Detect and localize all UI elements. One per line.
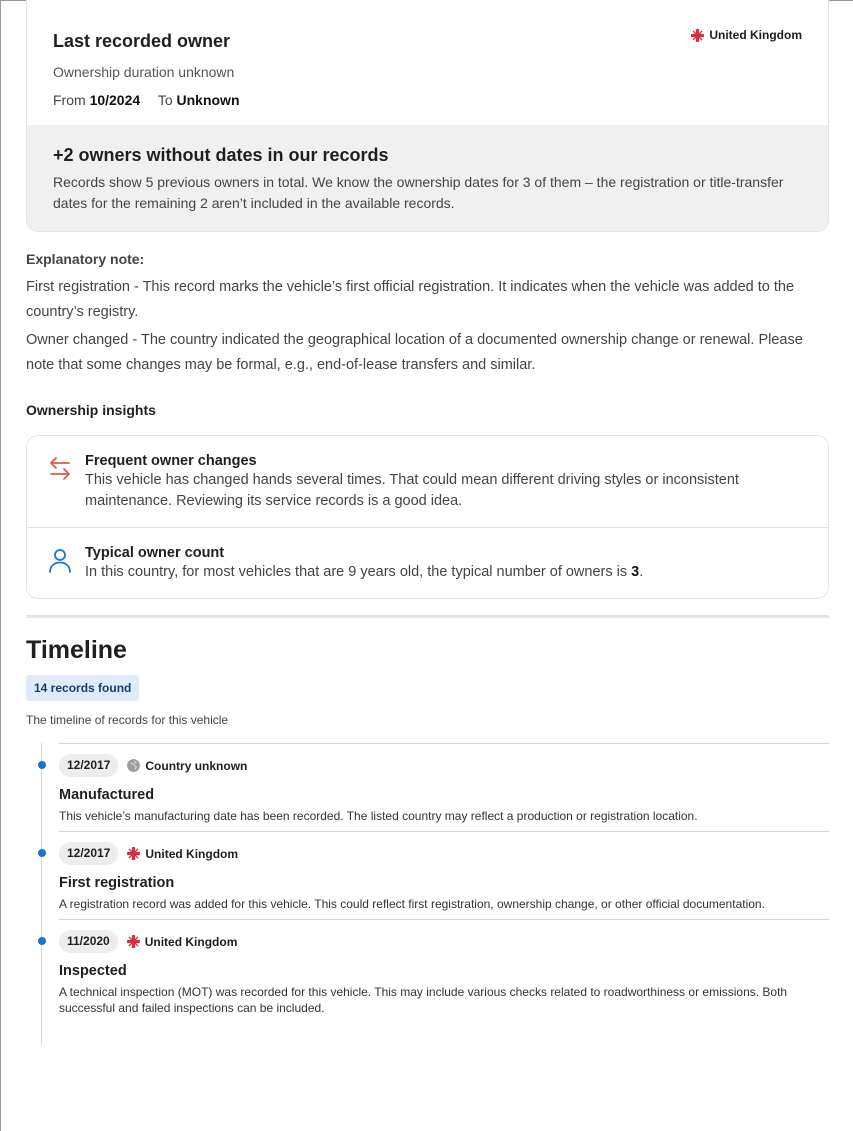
timeline-dot (38, 937, 46, 945)
last-owner-card (26, 0, 829, 232)
event-header (59, 842, 829, 865)
insight-typical-owner-count (27, 527, 828, 598)
timeline-event (59, 831, 829, 919)
insight-text (85, 562, 643, 583)
event-country-label: United Kingdom (145, 846, 239, 861)
timeline-subtitle: The timeline of records for this vehicle (26, 713, 229, 727)
report-content (26, 0, 829, 1023)
event-date: 12/2017 (59, 754, 118, 777)
timeline-title: Timeline (26, 636, 127, 664)
insight-text-prefix: In this country, for most vehicles that are 9 years old, the typical number of owners is (85, 564, 632, 580)
event-date: 11/2020 (59, 930, 118, 953)
event-date: 12/2017 (59, 842, 118, 865)
globe-icon (127, 759, 140, 772)
owners-without-dates-note (27, 125, 828, 231)
timeline-dot (38, 849, 46, 857)
event-country-label: Country unknown (145, 758, 248, 773)
event-header (59, 754, 829, 777)
from-value: 10/2024 (89, 92, 141, 108)
from-label: From (53, 92, 86, 108)
event-country (127, 935, 238, 949)
insight-frequent-owner-changes (27, 436, 828, 527)
timeline-event (59, 743, 829, 831)
insight-text: This vehicle has changed hands several times. That could mean different driving styles or inconsistent maintenance. Reviewing its service records is a good idea. (85, 472, 739, 509)
to-value: Unknown (176, 92, 240, 108)
event-title: First registration (59, 875, 175, 891)
person-icon (47, 547, 73, 573)
owner-country (691, 28, 802, 42)
event-description: This vehicle’s manufacturing date has been recorded. The listed country may reflect a production or registration location. (59, 809, 698, 823)
event-country (127, 847, 238, 861)
ownership-duration: Ownership duration unknown (53, 64, 235, 80)
records-count-badge: 14 records found (26, 675, 139, 701)
insight-title: Frequent owner changes (85, 453, 257, 469)
timeline-events (26, 743, 829, 1023)
event-header (59, 930, 829, 953)
explanatory-note-title: Explanatory note: (26, 251, 145, 267)
ownership-insights-title: Ownership insights (26, 402, 156, 418)
last-owner-header (27, 0, 828, 125)
owner-country-label: United Kingdom (709, 28, 802, 42)
ownership-dates (53, 92, 828, 108)
event-description: A registration record was added for this vehicle. This could reflect first registration, ownership change, or other official documentation. (59, 897, 765, 911)
insight-text-suffix: . (639, 564, 644, 580)
event-country (127, 759, 247, 773)
last-owner-title: Last recorded owner (53, 31, 231, 51)
owners-note-title: +2 owners without dates in our records (53, 145, 389, 165)
event-title: Inspected (59, 963, 127, 979)
ownership-insights-card (26, 435, 829, 599)
uk-flag-icon (127, 847, 140, 860)
insight-title: Typical owner count (85, 545, 225, 561)
event-country-label: United Kingdom (144, 934, 238, 949)
to-label: To (157, 92, 173, 108)
timeline-dot (38, 761, 46, 769)
event-description: A technical inspection (MOT) was recorded for this vehicle. This may include various checks related to roadworthiness or emissions. Both successful and failed inspections can be included. (59, 985, 788, 1015)
explanatory-note-item: First registration - This record marks the vehicle’s first official registration. It indicates when the vehicle was added to the country’s registry. (26, 279, 795, 320)
uk-flag-icon (127, 935, 140, 948)
explanatory-note-item: Owner changed - The country indicated the geographical location of a documented ownership change or renewal. Please note that some changes may be formal, e.g., end-of-lease transfers and similar. (26, 332, 803, 373)
timeline-event (59, 919, 829, 1023)
owners-note-text: Records show 5 previous owners in total. We know the ownership dates for 3 of them – the registration or title-transfer dates for the remaining 2 aren’t included in the available records. (53, 174, 784, 211)
typical-owner-count-value: 3 (631, 564, 640, 580)
section-divider (26, 615, 829, 618)
uk-flag-icon (691, 29, 704, 42)
swap-arrows-icon (47, 455, 73, 481)
timeline-line (41, 743, 42, 1045)
event-title: Manufactured (59, 787, 155, 803)
